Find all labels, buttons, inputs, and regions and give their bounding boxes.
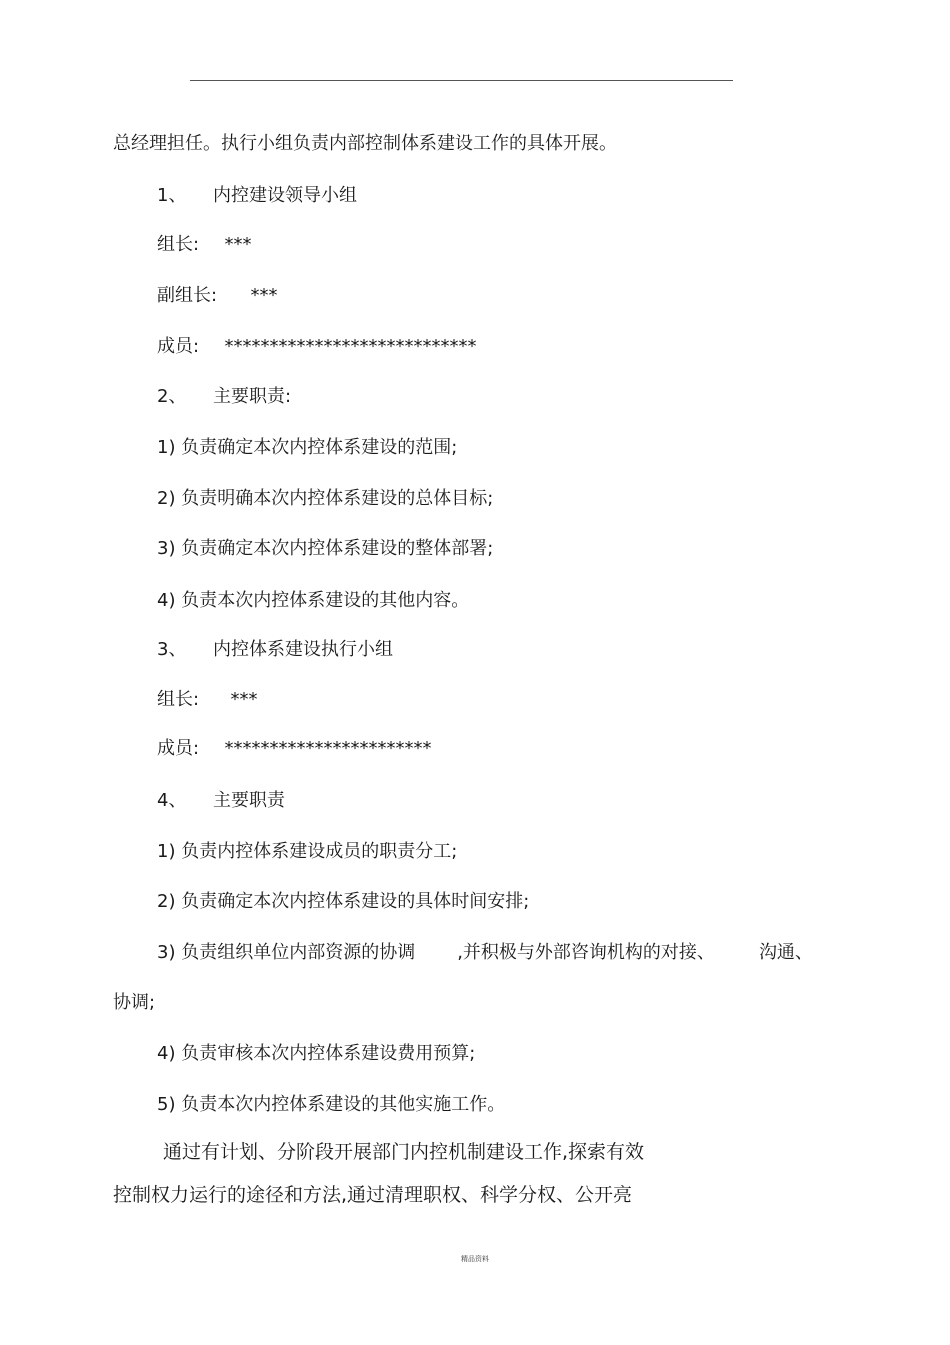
leader-value: *** [224,234,252,255]
exec-members-value: *********************** [224,738,432,759]
heading-text: 主要职责 [213,790,285,811]
exec-duty-3-part-a: 3) 负责组织单位内部资源的协调 [157,942,416,963]
exec-duty-item-4: 4) 负责审核本次内控体系建设费用预算; [157,1043,476,1064]
closing-paragraph-line-1: 通过有计划、分阶段开展部门内控机制建设工作,探索有效 [163,1141,645,1163]
exec-duty-item-5: 5) 负责本次内控体系建设的其他实施工作。 [157,1094,506,1115]
members-value: **************************** [224,336,477,357]
heading-number: 2、 [157,386,187,407]
deputy-label: 副组长: [157,285,218,306]
closing-paragraph-line-2: 控制权力运行的途径和方法,通过清理职权、科学分权、公开亮 [113,1184,633,1206]
duty-item-4: 4) 负责本次内控体系建设的其他内容。 [157,590,470,611]
heading-number: 3、 [157,639,187,660]
exec-duty-item-2: 2) 负责确定本次内控体系建设的具体时间安排; [157,891,530,912]
members-label: 成员: [157,336,200,357]
exec-duty-3-continuation: 协调; [113,992,156,1013]
exec-leader-label: 组长: [157,689,200,710]
exec-members-label: 成员: [157,738,200,759]
header-rule [190,80,733,81]
exec-duty-item-3 [157,942,813,964]
heading-main-duties [157,386,291,408]
exec-leader-value: *** [230,689,258,710]
duty-item-3: 3) 负责确定本次内控体系建设的整体部署; [157,538,494,559]
deputy-leader-line [157,285,278,307]
exec-duty-item-1: 1) 负责内控体系建设成员的职责分工; [157,841,458,862]
paragraph-intro: 总经理担任。执行小组负责内部控制体系建设工作的具体开展。 [113,133,617,154]
leader-label: 组长: [157,234,200,255]
duty-item-1: 1) 负责确定本次内控体系建设的范围; [157,437,458,458]
heading-number: 4、 [157,790,187,811]
heading-text: 内控建设领导小组 [213,185,357,206]
duty-item-2: 2) 负责明确本次内控体系建设的总体目标; [157,488,494,509]
heading-text: 主要职责: [213,386,292,407]
heading-number: 1、 [157,185,187,206]
page-footer: 精品资料 [461,1255,489,1263]
exec-leader-line [157,689,258,711]
heading-main-duties-2 [157,790,285,812]
deputy-value: *** [250,285,278,306]
heading-text: 内控体系建设执行小组 [213,639,393,660]
exec-duty-3-part-c: 沟通、 [758,942,813,963]
heading-leadership-group [157,185,357,207]
heading-execution-group [157,639,393,661]
members-line [157,336,477,358]
exec-members-line [157,738,432,760]
leader-line [157,234,252,256]
exec-duty-3-part-b: ,并积极与外部咨询机构的对接、 [457,942,715,963]
